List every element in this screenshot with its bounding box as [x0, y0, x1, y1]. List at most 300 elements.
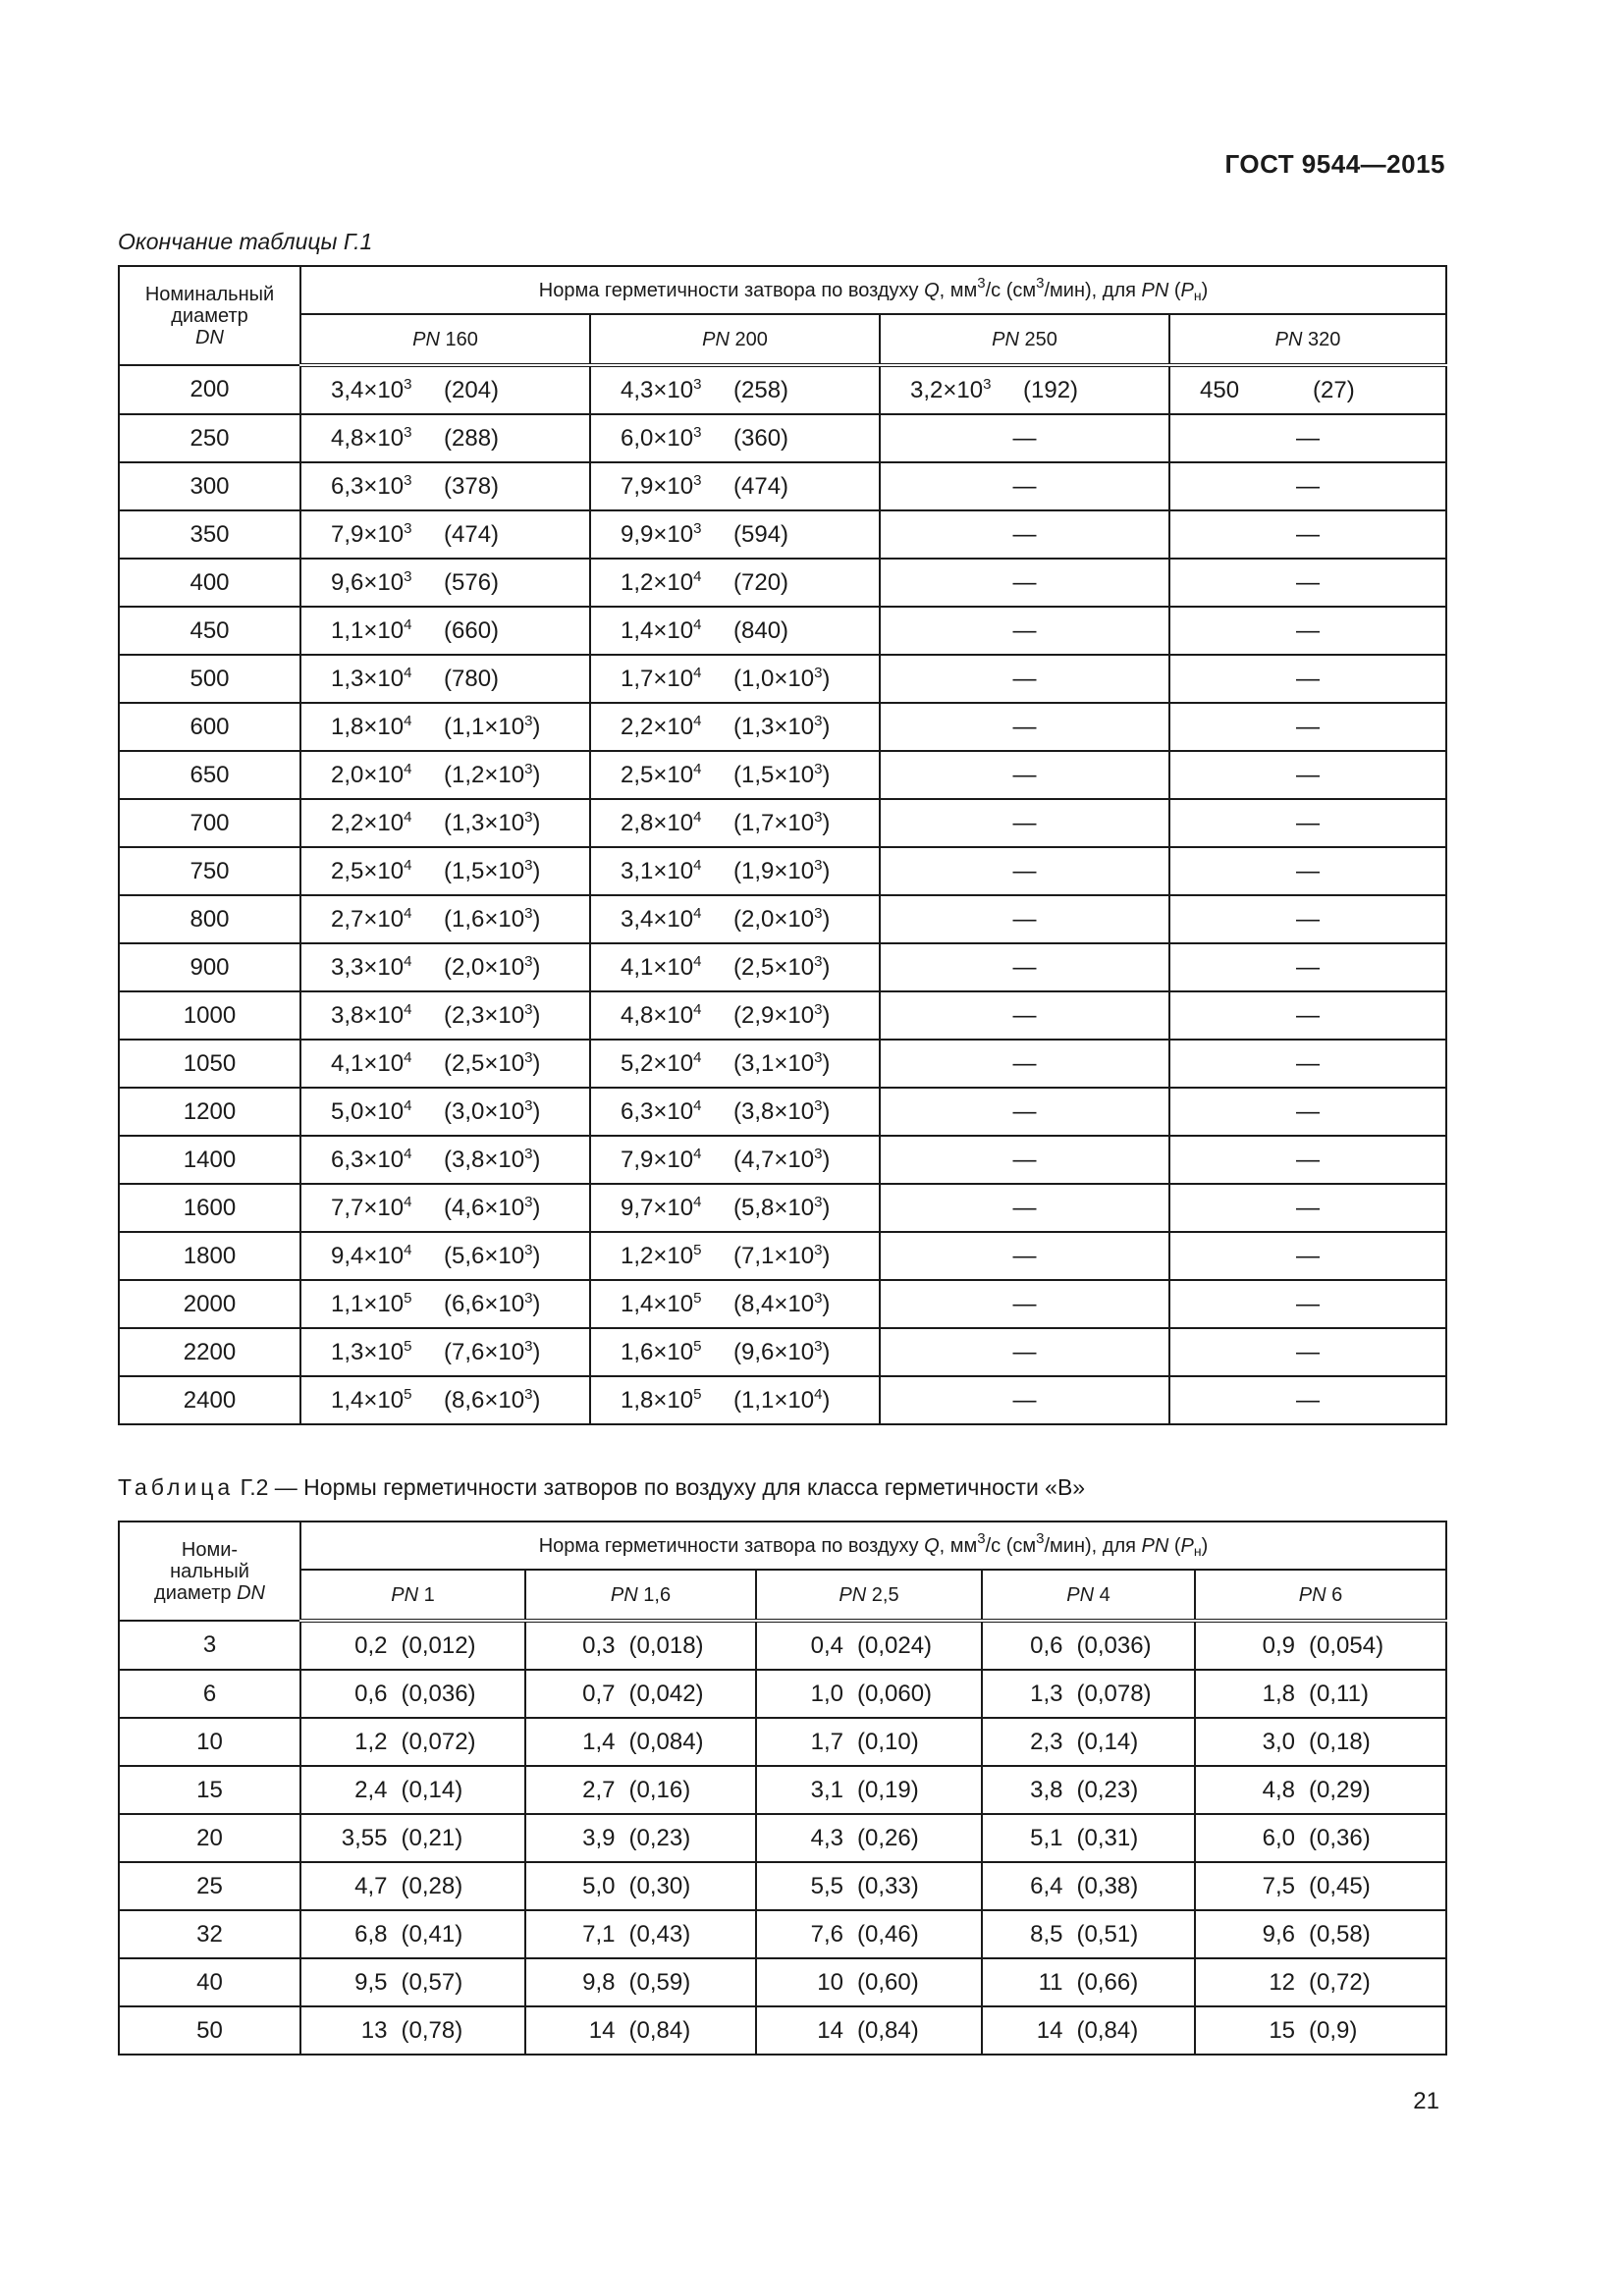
value-exponent: 3 [404, 567, 412, 585]
converted-close: ) [822, 1386, 831, 1414]
header-text: Норма герметичности затвора по воздуху [538, 1534, 925, 1557]
value-pair [983, 1921, 1194, 1949]
converted-mantissa: (1,3×10 [733, 713, 815, 740]
value-pair [301, 1002, 589, 1030]
value-pair [301, 714, 589, 741]
value-main: 10 [817, 1968, 843, 1996]
value-exponent: 4 [693, 1096, 702, 1114]
leakage-value-cell [982, 1766, 1195, 1814]
value-exponent: 4 [404, 1145, 412, 1162]
converted-exponent: 3 [814, 1096, 823, 1114]
value-main [591, 1098, 733, 1126]
converted-mantissa: (1,5×10 [444, 857, 525, 884]
value-mantissa: 1,8×10 [331, 713, 405, 740]
value-mantissa: 5,0×10 [331, 1097, 405, 1125]
pn-column-header [525, 1570, 756, 1621]
value-pair [301, 569, 589, 597]
value-pair [1170, 377, 1445, 404]
converted-exponent: 3 [524, 952, 533, 970]
value-mantissa: 4,8×10 [621, 1001, 694, 1029]
converted-exponent: 3 [524, 1000, 533, 1018]
value-pair [301, 521, 589, 549]
value-converted [444, 714, 540, 741]
value-pair [983, 1969, 1194, 1997]
value-mantissa: 4,1×10 [621, 953, 694, 981]
header-symbol-q: Q [924, 279, 940, 301]
value-converted [733, 473, 788, 501]
value-pair [983, 2017, 1194, 2045]
converted-mantissa: (720) [733, 568, 789, 596]
header-subscript: н [1193, 287, 1202, 303]
value-main [301, 858, 444, 885]
table-row [119, 943, 1446, 991]
value-pair [757, 2017, 981, 2045]
header-text: , мм [939, 279, 978, 301]
value-main [591, 714, 733, 741]
value-mantissa: 1,4×10 [621, 1290, 694, 1317]
value-mantissa: 3,4×10 [621, 905, 694, 933]
header-text: , мм [939, 1534, 978, 1557]
value-mantissa: 7,9×10 [621, 1146, 694, 1173]
leakage-value-cell [1195, 1670, 1446, 1718]
converted-mantissa: (2,0×10 [444, 953, 525, 981]
dn-cell: 650 [119, 751, 300, 799]
leakage-value-cell [590, 1088, 880, 1136]
converted-mantissa: (258) [733, 376, 789, 403]
value-main [301, 1147, 444, 1174]
value-main [591, 569, 733, 597]
leakage-value-cell [756, 2006, 982, 2055]
converted-exponent: 3 [814, 808, 823, 826]
leakage-value-cell [525, 1958, 756, 2006]
pn-value: 4 [1094, 1583, 1110, 1606]
value-pair [301, 1050, 589, 1078]
pn-symbol: PN [1066, 1583, 1095, 1606]
leakage-value-cell [590, 1040, 880, 1088]
value-exponent: 4 [693, 1048, 702, 1066]
value-pair [301, 1243, 589, 1270]
value-mantissa: 6,3×10 [621, 1097, 694, 1125]
value-main: 9,5 [354, 1968, 388, 1996]
value-main: 11 [1038, 1968, 1063, 1996]
leakage-value-cell [300, 1232, 590, 1280]
leakage-value-cell [300, 607, 590, 655]
value-pair [526, 1681, 755, 1708]
leakage-value-cell [300, 1670, 525, 1718]
leakage-value-cell [590, 1328, 880, 1376]
dn-cell: 2000 [119, 1280, 300, 1328]
dash-cell: — [880, 943, 1169, 991]
table-row [119, 1136, 1446, 1184]
value-main: 13 [360, 2016, 388, 2044]
converted-mantissa: (2,5×10 [733, 953, 815, 981]
converted-exponent: 3 [814, 1193, 823, 1210]
value-main [301, 906, 444, 934]
value-pair [881, 377, 1168, 404]
dash-cell: — [1169, 1376, 1446, 1424]
dash-cell: — [1169, 1088, 1446, 1136]
table-row [119, 1280, 1446, 1328]
converted-mantissa: (576) [444, 568, 500, 596]
converted-close: ) [822, 761, 831, 788]
value-exponent: 4 [404, 664, 412, 681]
converted-exponent: 3 [814, 952, 823, 970]
dash-cell: — [880, 1040, 1169, 1088]
value-converted: (0,36) [1309, 1824, 1371, 1851]
value-pair [591, 425, 879, 453]
value-pair [301, 1729, 524, 1756]
table-row [119, 365, 1446, 414]
value-main: 0,3 [582, 1631, 616, 1659]
table2-caption [118, 1474, 1085, 1501]
value-converted: (0,46) [857, 1920, 919, 1948]
value-mantissa: 450 [1200, 376, 1240, 403]
value-exponent: 4 [404, 760, 412, 777]
value-exponent: 4 [404, 712, 412, 729]
converted-close: ) [532, 1001, 541, 1029]
value-main: 14 [817, 2016, 843, 2044]
leakage-value-cell [1195, 2006, 1446, 2055]
value-converted: (0,042) [628, 1680, 704, 1707]
value-mantissa: 1,7×10 [621, 665, 694, 692]
dash-cell: — [1169, 703, 1446, 751]
table-row [119, 1910, 1446, 1958]
header-exponent: 3 [1036, 1529, 1045, 1547]
value-converted: (0,036) [1076, 1631, 1152, 1659]
converted-close: ) [532, 857, 541, 884]
value-converted [444, 1243, 540, 1270]
value-exponent: 4 [693, 712, 702, 729]
value-main [591, 1147, 733, 1174]
value-pair [301, 858, 589, 885]
value-exponent: 3 [404, 519, 412, 537]
value-pair [757, 1969, 981, 1997]
value-main [1170, 377, 1313, 404]
dn-cell: 450 [119, 607, 300, 655]
table-row [119, 1621, 1446, 1670]
value-converted: (0,084) [628, 1728, 704, 1755]
value-main [591, 1291, 733, 1318]
value-pair [591, 714, 879, 741]
value-pair [591, 473, 879, 501]
value-pair [983, 1825, 1194, 1852]
value-pair [1196, 1825, 1445, 1852]
dn-column-header [119, 1522, 300, 1621]
value-converted: (0,11) [1309, 1680, 1369, 1707]
pn-value: 6 [1326, 1583, 1343, 1606]
value-main [301, 1243, 444, 1270]
pn-symbol: PN [702, 328, 730, 350]
value-mantissa: 6,3×10 [331, 472, 405, 500]
dn-header-line: Номинальный [144, 283, 275, 305]
table-row [119, 1328, 1446, 1376]
leakage-value-cell [300, 1862, 525, 1910]
value-converted [733, 666, 830, 693]
value-pair [301, 1777, 524, 1804]
converted-exponent: 3 [524, 1385, 533, 1403]
leakage-rate-group-header [300, 266, 1446, 314]
value-converted [444, 569, 499, 597]
value-main: 6,8 [354, 1920, 388, 1948]
value-exponent: 4 [693, 615, 702, 633]
pn-column-header [756, 1570, 982, 1621]
value-exponent: 4 [693, 567, 702, 585]
value-exponent: 4 [404, 615, 412, 633]
dn-cell: 800 [119, 895, 300, 943]
value-exponent: 5 [693, 1385, 702, 1403]
value-main [301, 1387, 444, 1415]
value-main [881, 377, 1023, 404]
value-converted: (0,58) [1309, 1920, 1371, 1948]
leakage-value-cell [300, 943, 590, 991]
converted-mantissa: (3,8×10 [733, 1097, 815, 1125]
dash-cell: — [1169, 1232, 1446, 1280]
value-exponent: 4 [404, 856, 412, 874]
value-converted [444, 1291, 540, 1318]
converted-mantissa: (7,1×10 [733, 1242, 815, 1269]
value-main [301, 473, 444, 501]
value-converted: (0,51) [1076, 1920, 1139, 1948]
leakage-value-cell [300, 895, 590, 943]
value-converted: (0,16) [628, 1776, 691, 1803]
value-converted: (0,14) [401, 1776, 463, 1803]
dash-cell: — [1169, 510, 1446, 559]
value-mantissa: 4,1×10 [331, 1049, 405, 1077]
value-exponent: 4 [693, 1000, 702, 1018]
dash-cell: — [1169, 655, 1446, 703]
converted-mantissa: (3,1×10 [733, 1049, 815, 1077]
value-converted [444, 954, 540, 982]
leakage-value-cell [590, 462, 880, 510]
value-converted: (0,78) [401, 2016, 463, 2044]
dash-cell: — [880, 1184, 1169, 1232]
converted-close: ) [532, 1097, 541, 1125]
leakage-value-cell [525, 2006, 756, 2055]
value-pair [591, 1050, 879, 1078]
leakage-value-cell [590, 1376, 880, 1424]
dash-cell: — [1169, 462, 1446, 510]
leakage-value-cell [982, 1910, 1195, 1958]
converted-mantissa: (1,2×10 [444, 761, 525, 788]
header-symbol-p: P [1180, 1534, 1194, 1557]
value-exponent: 3 [693, 423, 702, 441]
value-mantissa: 4,8×10 [331, 424, 405, 452]
leakage-value-cell [1195, 1958, 1446, 2006]
converted-close: ) [822, 1001, 831, 1029]
value-main [301, 1195, 444, 1222]
value-pair [301, 1825, 524, 1852]
value-converted: (0,23) [628, 1824, 691, 1851]
converted-mantissa: (1,9×10 [733, 857, 815, 884]
value-converted [733, 1195, 830, 1222]
value-pair [757, 1777, 981, 1804]
value-main: 1,0 [810, 1680, 843, 1707]
value-main [301, 425, 444, 453]
table-row [119, 414, 1446, 462]
leakage-value-cell [756, 1621, 982, 1670]
dn-cell: 1800 [119, 1232, 300, 1280]
table-row [119, 1766, 1446, 1814]
value-pair [591, 521, 879, 549]
value-pair [1196, 1873, 1445, 1900]
pn-value: 1,6 [637, 1583, 672, 1606]
converted-close: ) [532, 1049, 541, 1077]
value-pair [591, 1387, 879, 1415]
value-main [591, 1243, 733, 1270]
value-pair [301, 954, 589, 982]
value-exponent: 4 [404, 1241, 412, 1258]
dn-cell: 50 [119, 2006, 300, 2055]
value-pair [526, 1921, 755, 1949]
header-text: ( [1168, 1534, 1181, 1557]
value-main: 14 [588, 2016, 616, 2044]
table-row [119, 847, 1446, 895]
value-main: 6,4 [1030, 1872, 1063, 1899]
value-pair [526, 1825, 755, 1852]
converted-exponent: 3 [814, 760, 823, 777]
value-exponent: 5 [404, 1337, 412, 1355]
leakage-value-cell [525, 1910, 756, 1958]
table1 [118, 265, 1447, 1425]
value-pair [301, 666, 589, 693]
value-pair [591, 1339, 879, 1366]
converted-close: ) [822, 809, 831, 836]
value-main [301, 1291, 444, 1318]
value-converted [733, 906, 830, 934]
dn-header-line: нальный [170, 1560, 249, 1582]
header-text: /с (см [985, 279, 1037, 301]
value-main: 12 [1269, 1968, 1296, 1996]
value-converted [444, 762, 540, 789]
converted-exponent: 3 [524, 1337, 533, 1355]
converted-mantissa: (660) [444, 616, 500, 644]
value-pair [301, 1147, 589, 1174]
dash-cell: — [880, 1280, 1169, 1328]
value-main: 1,2 [354, 1728, 388, 1755]
converted-exponent: 3 [814, 1145, 823, 1162]
converted-exponent: 3 [814, 904, 823, 922]
value-mantissa: 1,6×10 [621, 1338, 694, 1365]
value-main: 3,8 [1030, 1776, 1063, 1803]
value-exponent: 4 [404, 904, 412, 922]
value-mantissa: 3,2×10 [910, 376, 984, 403]
value-main: 7,1 [582, 1920, 616, 1948]
dn-cell: 300 [119, 462, 300, 510]
converted-mantissa: (1,7×10 [733, 809, 815, 836]
value-pair [591, 569, 879, 597]
value-main [591, 1050, 733, 1078]
value-pair [757, 1825, 981, 1852]
value-main: 4,7 [354, 1872, 388, 1899]
table-row [119, 1184, 1446, 1232]
dash-cell: — [880, 1328, 1169, 1376]
value-exponent: 3 [693, 471, 702, 489]
value-converted [733, 617, 788, 645]
value-main [301, 762, 444, 789]
value-converted: (0,66) [1076, 1968, 1139, 1996]
pn-symbol: PN [992, 328, 1019, 350]
converted-close: ) [822, 1049, 831, 1077]
value-main: 0,6 [354, 1680, 388, 1707]
dn-header-symbol: DN [195, 326, 224, 348]
converted-exponent: 3 [524, 904, 533, 922]
value-main: 5,0 [582, 1872, 616, 1899]
dash-cell: — [1169, 414, 1446, 462]
leakage-value-cell [300, 1184, 590, 1232]
value-pair [301, 762, 589, 789]
leakage-value-cell [590, 1232, 880, 1280]
value-mantissa: 1,1×10 [331, 1290, 405, 1317]
dash-cell: — [880, 655, 1169, 703]
dash-cell: — [1169, 1040, 1446, 1088]
leakage-value-cell [982, 1718, 1195, 1766]
pn-value: 250 [1018, 328, 1057, 350]
value-pair [301, 1969, 524, 1997]
value-converted [444, 1339, 540, 1366]
value-main [591, 521, 733, 549]
pn-column-header [300, 314, 590, 365]
converted-close: ) [822, 1290, 831, 1317]
converted-mantissa: (1,1×10 [444, 713, 525, 740]
value-pair [301, 1921, 524, 1949]
value-main: 3,0 [1262, 1728, 1296, 1755]
dash-cell: — [880, 462, 1169, 510]
dash-cell: — [1169, 559, 1446, 607]
leakage-value-cell [590, 1136, 880, 1184]
value-pair [1196, 1921, 1445, 1949]
converted-mantissa: (2,3×10 [444, 1001, 525, 1029]
value-main [301, 1002, 444, 1030]
converted-close: ) [532, 1290, 541, 1317]
value-main: 2,7 [582, 1776, 616, 1803]
leakage-rate-group-header [300, 1522, 1446, 1570]
converted-mantissa: (9,6×10 [733, 1338, 815, 1365]
value-pair [301, 1387, 589, 1415]
leakage-value-cell [880, 365, 1169, 414]
leakage-value-cell [590, 1280, 880, 1328]
header-exponent: 3 [977, 1529, 986, 1547]
table-row [119, 1862, 1446, 1910]
value-mantissa: 3,4×10 [331, 376, 405, 403]
leakage-value-cell [756, 1862, 982, 1910]
value-exponent: 4 [693, 904, 702, 922]
leakage-value-cell [982, 1621, 1195, 1670]
converted-exponent: 3 [524, 1289, 533, 1307]
dn-cell: 500 [119, 655, 300, 703]
value-exponent: 4 [404, 1048, 412, 1066]
converted-mantissa: (192) [1023, 376, 1079, 403]
value-mantissa: 2,7×10 [331, 905, 405, 933]
converted-close: ) [532, 713, 541, 740]
dash-cell: — [1169, 1184, 1446, 1232]
dn-cell: 200 [119, 365, 300, 414]
dash-cell: — [880, 799, 1169, 847]
value-main: 0,7 [582, 1680, 616, 1707]
value-converted: (0,60) [857, 1968, 919, 1996]
table-row [119, 559, 1446, 607]
value-mantissa: 2,2×10 [621, 713, 694, 740]
dn-cell: 1400 [119, 1136, 300, 1184]
value-converted: (0,84) [628, 2016, 691, 2044]
value-mantissa: 2,5×10 [331, 857, 405, 884]
leakage-value-cell [590, 991, 880, 1040]
value-main: 1,4 [582, 1728, 616, 1755]
value-converted: (0,14) [1076, 1728, 1139, 1755]
value-converted [444, 473, 499, 501]
leakage-value-cell [300, 1280, 590, 1328]
dn-header-line: диаметр [154, 1581, 238, 1604]
value-main: 14 [1036, 2016, 1063, 2044]
